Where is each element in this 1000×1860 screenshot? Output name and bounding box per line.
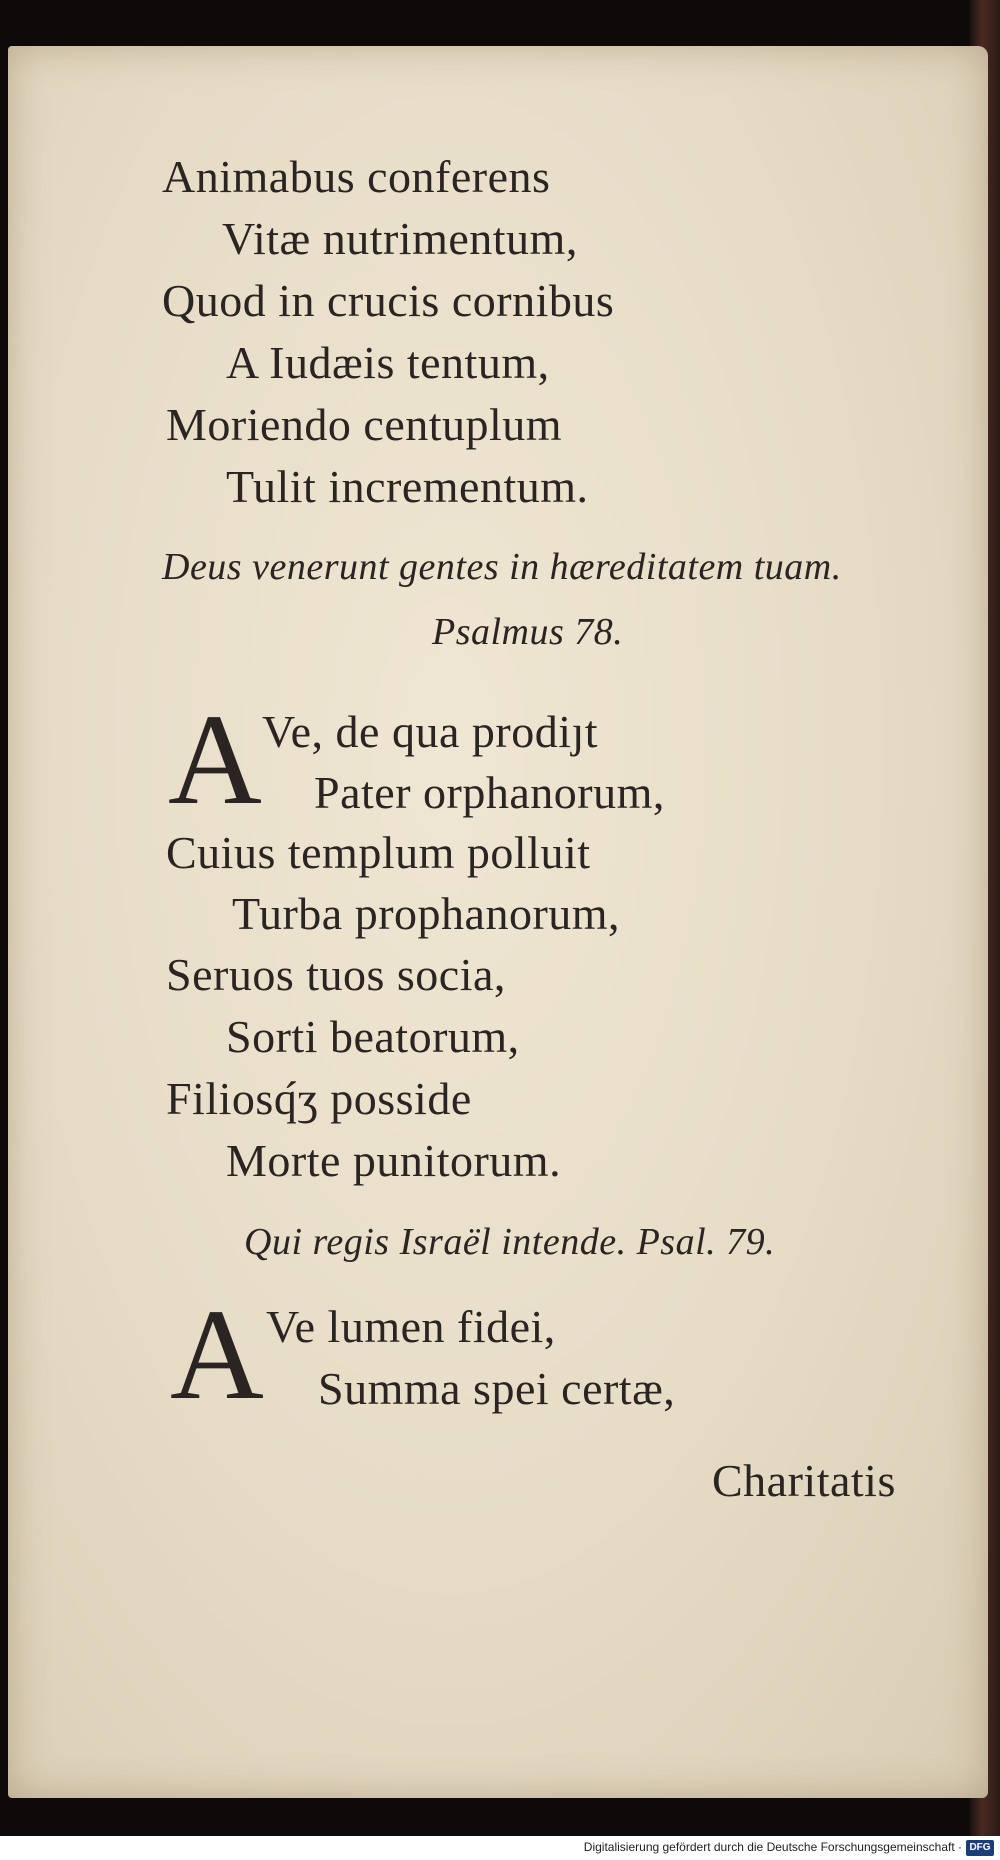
drop-capital: A — [168, 688, 262, 832]
drop-capital: A — [170, 1283, 264, 1427]
psalm-rubric: Qui regis Israël intende. Psal. 79. — [244, 1221, 776, 1263]
catchword: Charitatis — [712, 1455, 896, 1506]
verse-line: Animabus conferens — [162, 151, 551, 202]
verse-line: Ve, de qua prodiȷt — [262, 706, 599, 757]
verse-line: Ve lumen fidei, — [266, 1301, 556, 1352]
verse-line: Sorti beatorum, — [226, 1011, 520, 1062]
verse-line: Seruos tuos socia, — [166, 949, 506, 1000]
verse-line: Vitæ nutrimentum, — [222, 213, 578, 264]
verse-line: Summa spei certæ, — [318, 1363, 676, 1414]
verse-line: Quod in crucis cornibus — [162, 275, 615, 326]
psalm-rubric: Deus venerunt gentes in hæreditatem tuam. — [162, 546, 842, 588]
psalm-reference: Psalmus 78. — [432, 611, 624, 653]
verse-line: A Iudæis tentum, — [226, 337, 550, 388]
digitization-footer — [0, 1836, 1000, 1860]
verse-line: Pater orphanorum, — [314, 767, 665, 818]
footer-credit: Digitalisierung gefördert durch die Deutsche Forschungsgemeinschaft · — [583, 1840, 962, 1854]
verse-line: Moriendo centuplum — [166, 399, 563, 450]
verse-line: Tulit incrementum. — [226, 461, 589, 512]
verse-line: Filiosq́ʒ posside — [166, 1073, 472, 1124]
verse-line: Cuius templum polluit — [166, 827, 591, 878]
verse-line: Turba prophanorum, — [232, 888, 621, 939]
dfg-logo-icon: DFG — [966, 1840, 994, 1856]
verse-line: Morte punitorum. — [226, 1135, 562, 1186]
